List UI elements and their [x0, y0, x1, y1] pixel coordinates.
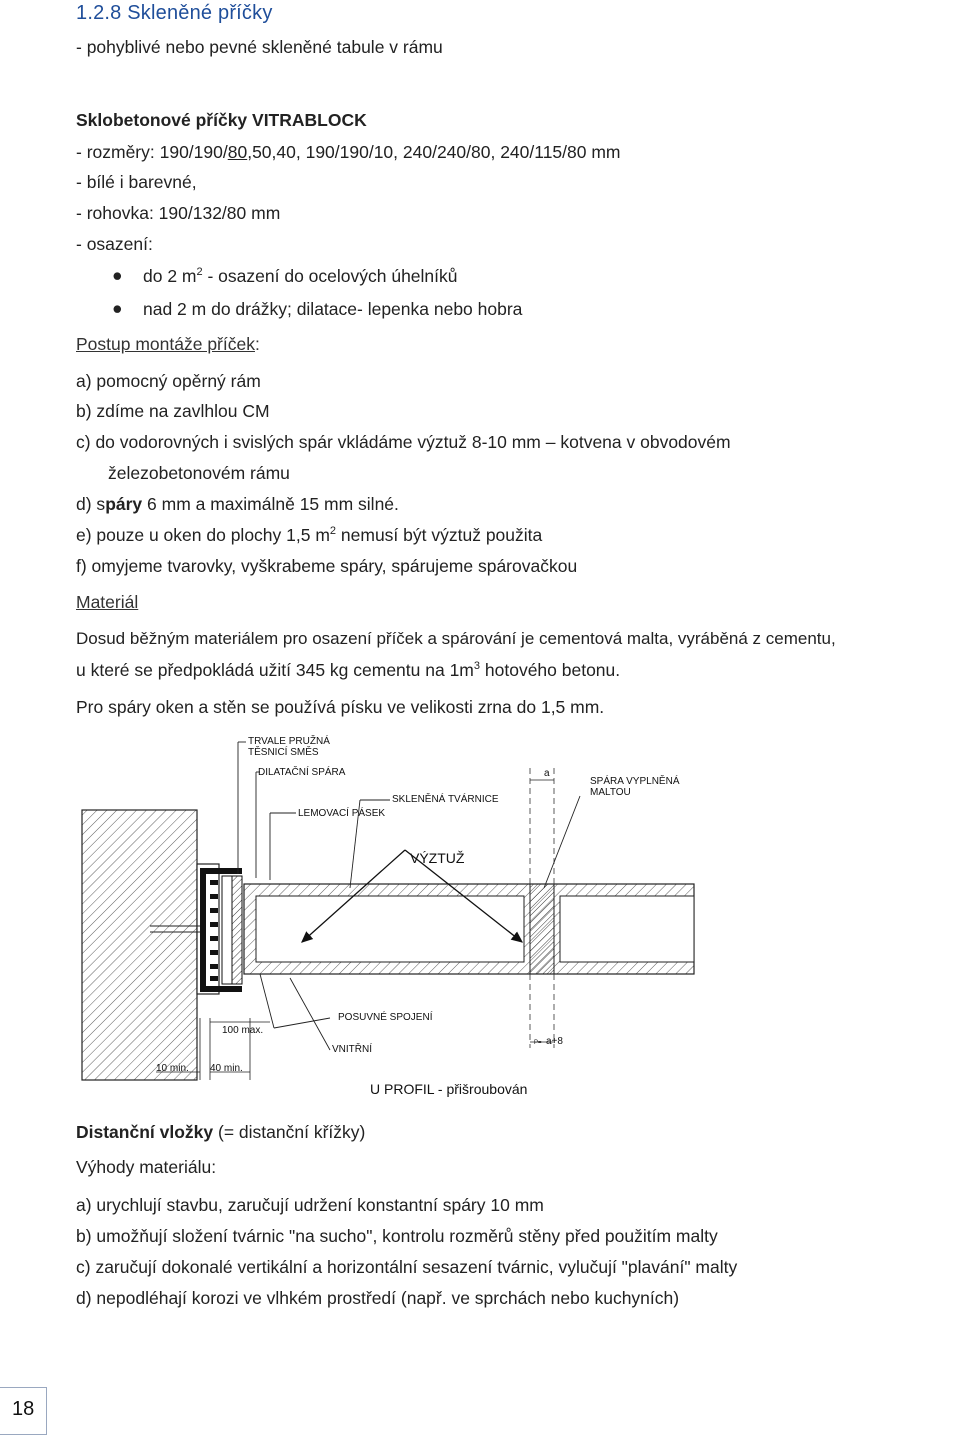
- e-sup: 2: [329, 525, 337, 538]
- p1-line2-sup: 3: [473, 660, 481, 673]
- label-10min: 10 min.: [156, 1063, 189, 1074]
- vitrablock-osazeni: - osazení:: [76, 234, 153, 254]
- d-bold: páry: [105, 494, 143, 514]
- dims-prefix: - rozměry: 190/190/: [76, 142, 228, 162]
- vitrablock-dimensions: [76, 141, 621, 163]
- label-40min: 40 min.: [210, 1063, 243, 1074]
- label-dilatacni: DILATAČNÍ SPÁRA: [258, 767, 346, 778]
- vyhody-item-c: c) zaručují dokonalé vertikální a horizontální sesazení tvárnic, vylučují "plavání" malty: [76, 1257, 738, 1277]
- label-maltou: MALTOU: [590, 787, 631, 798]
- wall-section: [82, 810, 197, 1080]
- label-sklenena: SKLENĚNÁ TVÁRNICE: [392, 794, 499, 805]
- label-uprofil: U PROFIL - přišroubován: [370, 1081, 528, 1097]
- dims-suffix: ,50,40, 190/190/10, 240/240/80, 240/115/80 mm: [247, 142, 621, 162]
- vyhody-item-d: d) nepodléhají korozi ve vlhkém prostředí (např. ve sprchách nebo kuchyních): [76, 1288, 680, 1308]
- distancni-title: [76, 1121, 365, 1143]
- vyhody-item-b: b) umožňují složení tvárnic "na sucho", kontrolu rozměrů stěny před použitím malty: [76, 1226, 718, 1246]
- glass-block-row: [244, 884, 694, 974]
- postup-item-b: b) zdíme na zavlhlou CM: [76, 401, 270, 421]
- postup-item-c-line1: c) do vodorovných i svislých spár vkládáme výztuž 8-10 mm – kotvena v obvodovém: [76, 432, 731, 452]
- d-prefix: d) s: [76, 494, 106, 514]
- label-lemovaci: LEMOVACÍ PÁSEK: [298, 808, 386, 819]
- vitrablock-title: Sklobetonové příčky VITRABLOCK: [76, 110, 367, 130]
- material-paragraph-line2: [76, 659, 620, 681]
- postup-colon: :: [254, 334, 260, 354]
- postup-title: [76, 333, 260, 355]
- intro-line: - pohyblivé nebo pevné skleněné tabule v rámu: [76, 37, 443, 57]
- label-spara-vyplnena: SPÁRA VYPLNĚNÁ: [590, 776, 680, 787]
- label-a: a: [544, 768, 550, 779]
- postup-item-f: f) omyjeme tvarovky, vyškrabeme spáry, spárujeme spárovačkou: [76, 556, 578, 576]
- d-suffix: 6 mm a maximálně 15 mm silné.: [142, 494, 399, 514]
- vyhody-label: Výhody materiálu:: [76, 1157, 217, 1177]
- bullet-icon: ●: [112, 265, 123, 285]
- label-tesnici: TĚSNICÍ SMĚS: [248, 747, 319, 758]
- material-paragraph-2: Pro spáry oken a stěn se používá písku ve velikosti zrna do 1,5 mm.: [76, 697, 605, 717]
- vitrablock-colors: - bílé i barevné,: [76, 172, 197, 192]
- bullet-item-2: nad 2 m do drážky; dilatace- lepenka nebo hobra: [143, 299, 523, 319]
- dims-underlined: 80: [227, 142, 248, 162]
- postup-item-e: [76, 524, 542, 546]
- p1-line2-a: u které se předpokládá užití 345 kg cementu na 1m: [76, 660, 474, 680]
- label-a8: a+8: [546, 1036, 563, 1047]
- label-100max: 100 max.: [222, 1025, 264, 1036]
- e-text-a: e) pouze u oken do plochy 1,5 m: [76, 525, 330, 545]
- distancni-title-bold: Distanční vložky: [76, 1122, 214, 1142]
- label-posuvne: POSUVNÉ SPOJENÍ: [338, 1012, 433, 1023]
- bullet1-sup: 2: [196, 266, 203, 279]
- glass-block-detail-drawing: [60, 728, 710, 1103]
- page-number: 18: [12, 1398, 35, 1420]
- postup-title-text: Postup montáže příček: [76, 334, 255, 354]
- vyhody-item-a: a) urychlují stavbu, zaručují udržení konstantní spáry 10 mm: [76, 1195, 544, 1215]
- bullet-item-1: [143, 265, 458, 287]
- bullet-icon: ●: [112, 298, 123, 318]
- label-vyztuz: VÝZTUŽ: [410, 850, 465, 866]
- label-trvale: TRVALE PRUŽNÁ: [248, 736, 330, 747]
- section-heading: 1.2.8 Skleněné příčky: [76, 2, 273, 24]
- bullet1-text-b: - osazení do ocelových úhelníků: [202, 266, 458, 286]
- postup-item-a: a) pomocný opěrný rám: [76, 371, 261, 391]
- postup-item-d: [76, 493, 399, 515]
- bullet1-text-a: do 2 m: [143, 266, 197, 286]
- distancni-title-rest: (= distanční křížky): [213, 1122, 366, 1142]
- label-vnitrni: VNITŘNÍ: [332, 1044, 372, 1055]
- e-text-b: nemusí být výztuž použita: [336, 525, 543, 545]
- material-title: Materiál: [76, 592, 139, 612]
- postup-item-c-line2: železobetonovém rámu: [108, 463, 290, 483]
- label-a8-prefix: P=: [534, 1040, 542, 1046]
- p1-line2-b: hotového betonu.: [480, 660, 621, 680]
- material-paragraph-line1: Dosud běžným materiálem pro osazení příček a spárování je cementová malta, vyráběná z cementu,: [76, 629, 836, 648]
- vitrablock-rohovka: - rohovka: 190/132/80 mm: [76, 203, 281, 223]
